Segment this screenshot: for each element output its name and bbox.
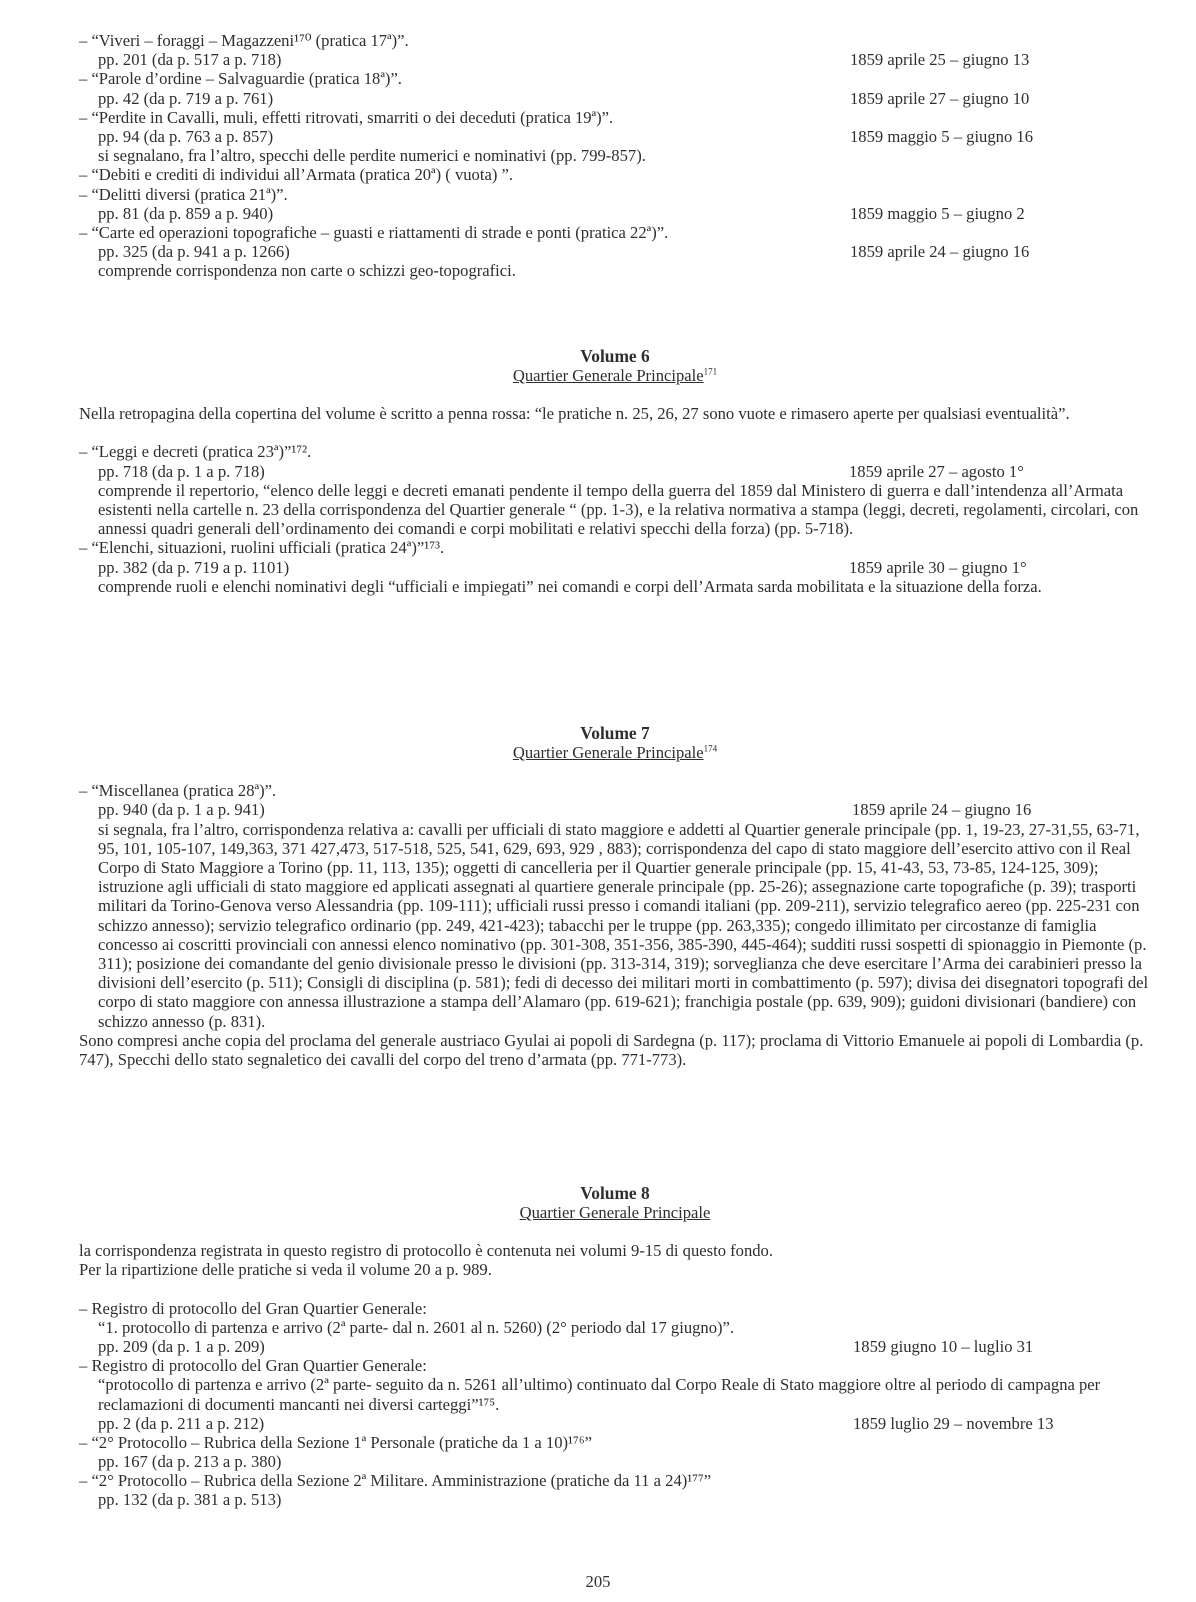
entry-pages: pp. 940 (da p. 1 a p. 941) 1859 aprile 24 – giugno 16 [98,800,1032,820]
entry-subtitle: “protocollo di partenza e arrivo (2ª parte- seguito da n. 5261 all’ultimo) continuato dal Corpo Reale di Stato maggiore oltre al periodo di campagna per reclamazioni di documenti mancanti nei diversi carteggi”¹⁷⁵. [98,1375,1101,1414]
entry-title: – “Miscellanea (pratica 28ª)”. [79,781,277,801]
volume-subheading: Quartier Generale Principale [519,1203,711,1222]
footnote-ref: 171 [703,366,718,377]
entry-pages: pp. 81 (da p. 859 a p. 940) 1859 maggio 5 – giugno 2 [98,203,1025,223]
entry-date: 1859 maggio 5 – giugno 16 [850,126,1033,146]
volume-heading: Volume 8 [580,1183,650,1203]
entry-title: – Registro di protocollo del Gran Quartier Generale: [79,1356,427,1376]
entry-date: 1859 aprile 27 – giugno 10 [850,88,1030,108]
volume-6-section [79,346,1151,596]
entry-pages: pp. 325 (da p. 941 a p. 1266) 1859 aprile 24 – giugno 16 [98,242,1030,262]
volume-subheading: Quartier Generale Principale$^{171}$ [512,366,718,385]
entry-date: 1859 aprile 25 – giugno 13 [850,50,1030,70]
volume-heading: Volume 7 [580,723,650,743]
entry-note: si segnalano, fra l’altro, specchi delle perdite numerici e nominativi (pp. 799-857). [98,146,646,166]
entry-pages: pp. 718 (da p. 1 a p. 718) 1859 aprile 27 – agosto 1° [98,461,1024,481]
entry-note: comprende il repertorio, “elenco delle leggi e decreti emanati pendente il tempo della guerra del 1859 dal Ministero di guerra e dall’intendenza all’Armata esistenti nella cartelle n. 23 della corrispondenza del Quartier generale “ (pp. 1-3), e la relativa normativa a stampa (leggi, decreti, regolamenti, circolari, con annessi quadri generali dell’ordinamento dei comandi e corpi mobilitati e relativi specchi della forza) (pp. 5-718). [98,480,1139,539]
entry-pages: pp. 42 (da p. 719 a p. 761) 1859 aprile 27 – giugno 10 [98,88,1030,108]
entry-date: 1859 aprile 24 – giugno 16 [850,242,1030,262]
entry-pages: pp. 167 (da p. 213 a p. 380) [98,1452,282,1472]
footnote-ref: 174 [703,743,718,754]
entry-title: – “Viveri – foraggi – Magazzeni¹⁷⁰ (pratica 17ª)”. [79,31,409,50]
entry-note: comprende ruoli e elenchi nominativi degli “ufficiali e impiegati” nei comandi e corpi dell’Armata sarda mobilitata e la situazione della forza. [98,576,1042,596]
entry-date: 1859 maggio 5 – giugno 2 [850,203,1025,223]
entry-title: – “Debiti e crediti di individui all’Armata (pratica 20ª) ( vuota) ”. [79,165,514,185]
entry-title: – “Leggi e decreti (pratica 23ª)”¹⁷². [79,442,312,462]
entry-title: – “2° Protocollo – Rubrica della Sezione 1ª Personale (pratiche da 1 a 10)¹⁷⁶” [79,1432,592,1452]
volume-intro: la corrispondenza registrata in questo registro di protocollo è contenuta nei volumi 9-15 di questo fondo. [79,1241,773,1261]
entry-title: – “Carte ed operazioni topografiche – guasti e riattamenti di strade e ponti (pratica 22ª)”. [79,222,669,242]
entry-pages: pp. 209 (da p. 1 a p. 209) 1859 giugno 10 – luglio 31 [98,1336,1034,1356]
entry-note: si segnala, fra l’altro, corrispondenza relativa a: cavalli per ufficiali di stato maggiore e addetti al Quartier generale principale (pp. 1, 19-23, 27-31,55, 63-71, 95, 101, 105-107, 149,363, 371 427,473, 517-518, 525, 541, 629, 693, 929 , 883); corrispondenza del capo di stato maggiore dell’esercito attivo con il Real Corpo di Stato Maggiore a Torino (pp. 11, 113, 135); oggetti di cancelleria per il Quartier generale principale (pp. 15, 41-43, 53, 73-85, 124-125, 309); istruzione agli ufficiali di stato maggiore ed applicati assegnati al quartiere generale principale (pp. 25-26); assegnazione carte topografiche (p. 39); trasporti militari da Torino-Genova verso Alessandria (pp. 109-111); ufficiali russi presso i comandi italiani (pp. 209-211), servizio telegrafico aereo (pp. 225-231 con schizzo annesso); servizio telegrafico ordinario (pp. 249, 421-423); tabacchi per le truppe (pp. 263,335); congedo illimitato per circostanze di famiglia concesso ai coscritti provinciali con annessi elenco nominativo (pp. 301-308, 351-356, 385-390, 445-464); sudditi russi sospetti di spionaggio in Piemonte (p. 311); posizione dei comandante del genio divisionale presso le divisioni (pp. 313-314, 319); sorveglianza che deve esercitare l’Arma dei carabinieri presso la divisioni dell’esercito (p. 511); Consigli di disciplina (p. 581); fedi di decesso dei militari morti in combattimento (p. 597); divisa dei disegnatori topografi del corpo di stato maggiore con annessa illustrazione a stampa dell’Alamaro (pp. 619-621); franchigia postale (pp. 639, 909); guidoni divisionari (bandiere) con schizzo annesso (p. 831). [98,819,1149,1031]
entry-pages: pp. 2 (da p. 211 a p. 212) 1859 luglio 29 – novembre 13 [98,1413,1054,1433]
entry-date: 1859 aprile 27 – agosto 1° [849,461,1024,481]
entry-date: 1859 giugno 10 – luglio 31 [853,1336,1034,1356]
volume-heading: Volume 6 [580,346,650,366]
volume-7-section [79,723,1151,1069]
entry-pages: pp. 94 (da p. 763 a p. 857) 1859 maggio 5 – giugno 16 [98,126,1033,146]
volume-subheading: Quartier Generale Principale$^{174}$ [512,743,718,762]
entry-pages: pp. 201 (da p. 517 a p. 718) 1859 aprile 25 – giugno 13 [98,50,1030,70]
volume-intro: Per la ripartizione delle pratiche si veda il volume 20 a p. 989. [79,1260,492,1280]
entry-title: – “Perdite in Cavalli, muli, effetti ritrovati, smarriti o dei deceduti (pratica 19ª)”. [79,107,614,127]
entry-pages: pp. 132 (da p. 381 a p. 513) [98,1490,282,1510]
volume-intro: Nella retropagina della copertina del volume è scritto a penna rossa: “le pratiche n. 25, 26, 27 sono vuote e rimasero aperte per qualsiasi eventualità”. [79,404,1070,424]
entry-subtitle: “1. protocollo di partenza e arrivo (2ª parte- dal n. 2601 al n. 5260) (2° periodo dal 17 giugno)”. [98,1317,735,1337]
entry-title: – Registro di protocollo del Gran Quartier Generale: [79,1298,427,1318]
entry-title: – “Elenchi, situazioni, ruolini ufficiali (pratica 24ª)”¹⁷³. [79,538,445,558]
entry-title: – “Parole d’ordine – Salvaguardie (pratica 18ª)”. [79,69,402,89]
entry-date: 1859 luglio 29 – novembre 13 [853,1413,1054,1433]
entry-title: – “2° Protocollo – Rubrica della Sezione 2ª Militare. Amministrazione (pratiche da 11 a 24)¹⁷⁷” [79,1471,712,1491]
volume-8-section [79,1183,1151,1510]
entry-date: 1859 aprile 30 – giugno 1° [849,557,1027,577]
page-number: 205 [585,1572,611,1591]
entry-title: – “Delitti diversi (pratica 21ª)”. [79,184,288,204]
entry-note: comprende corrispondenza non carte o schizzi geo-topografici. [98,261,516,281]
entry-date: 1859 aprile 24 – giugno 16 [852,800,1032,820]
top-entry-list [79,31,1151,280]
entry-pages: pp. 382 (da p. 719 a p. 1101) 1859 aprile 30 – giugno 1° [98,557,1027,577]
volume-closing-note: Sono compresi anche copia del proclama del generale austriaco Gyulai ai popoli di Sardegna (p. 117); proclama di Vittorio Emanuele ai popoli di Lombardia (p. 747), Specchi dello stato segnaletico dei cavalli del corpo del treno d’armata (pp. 771-773). [79,1030,1144,1070]
